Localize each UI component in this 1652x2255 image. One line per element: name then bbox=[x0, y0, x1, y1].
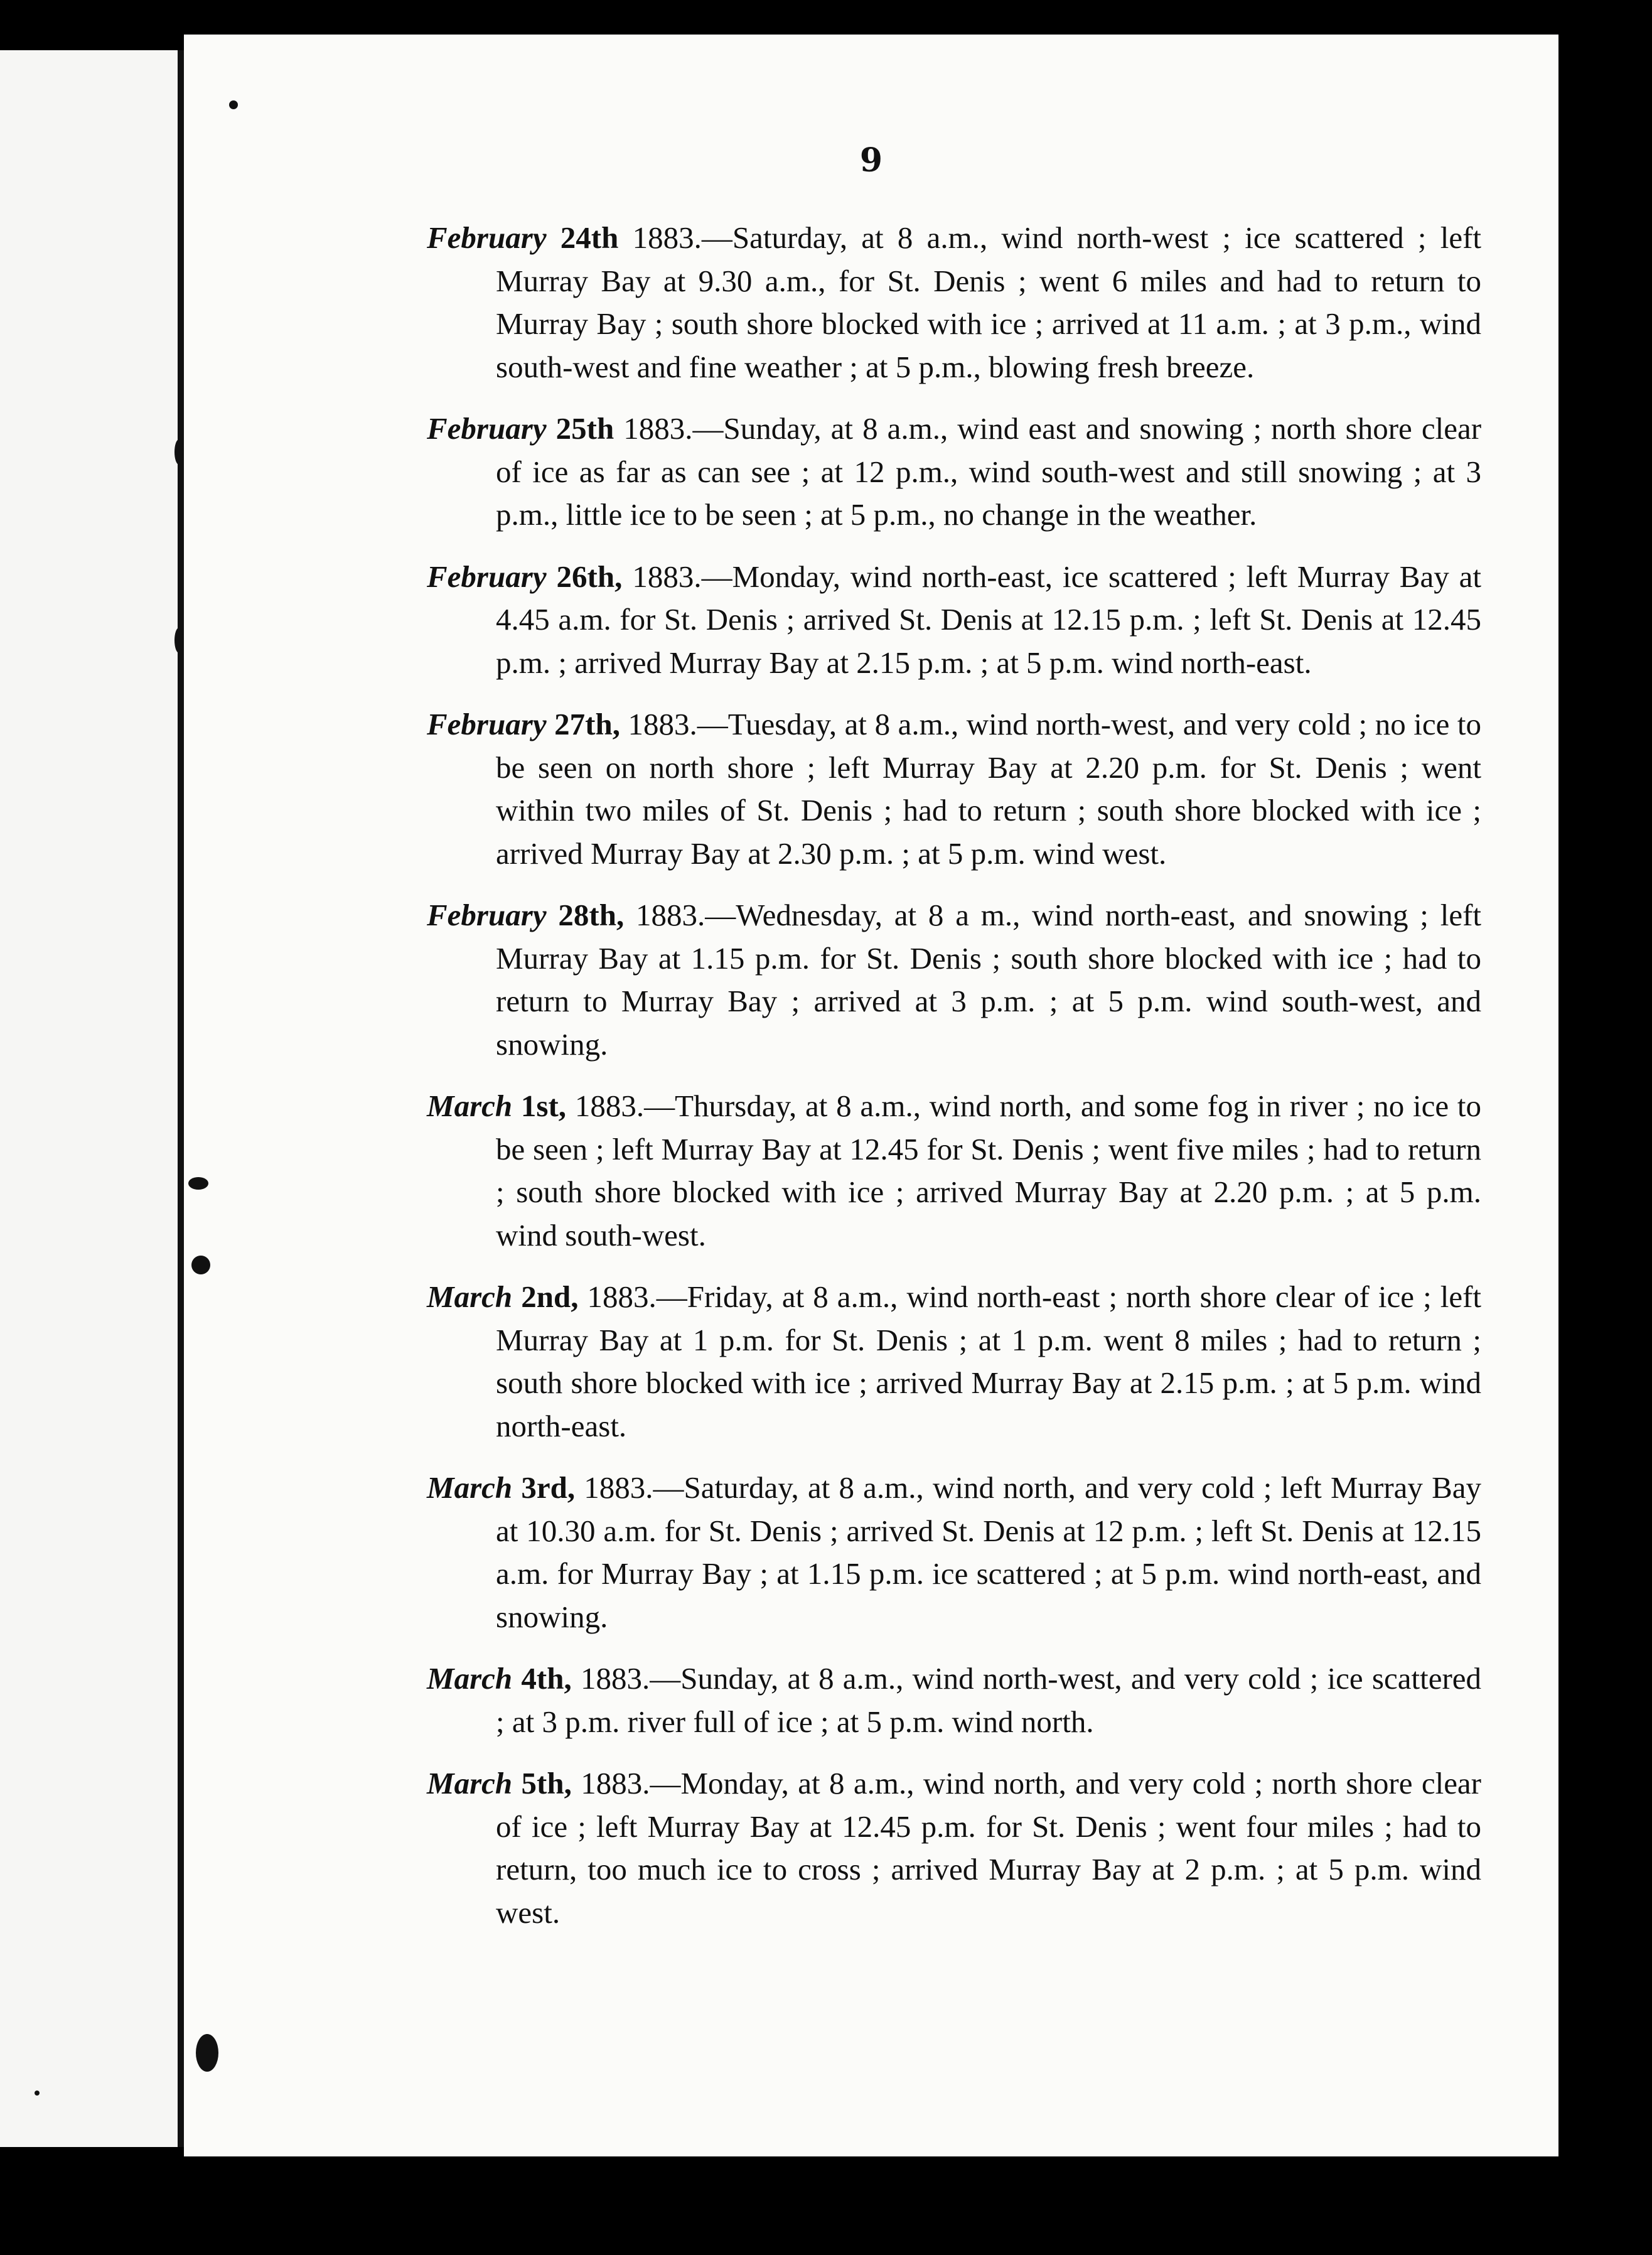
printed-page bbox=[184, 35, 1558, 2156]
entry-month: March bbox=[427, 1089, 513, 1123]
entry-day: 5th, bbox=[521, 1766, 572, 1800]
entry-year: 1883. bbox=[623, 411, 693, 446]
entry-day: 27th, bbox=[554, 707, 620, 741]
entry-year: 1883. bbox=[632, 559, 702, 594]
log-entries bbox=[427, 217, 1481, 1953]
log-entry bbox=[427, 1657, 1481, 1743]
entry-day: 26th, bbox=[556, 559, 623, 594]
entry-year: 1883. bbox=[632, 220, 702, 255]
scan-speck bbox=[196, 2034, 218, 2072]
entry-month: February bbox=[427, 411, 547, 446]
entry-text: —Thursday, at 8 a.m., wind north, and some fog in river ; no ice to be seen ; left Murray Bay at 12.45 for St. Denis ; went five miles ; had to return ; south shore blocked with ice ; arrived Murray Bay at 2.20 p.m. ; at 5 p.m. wind south-west. bbox=[496, 1089, 1481, 1252]
entry-day: 24th bbox=[560, 220, 619, 255]
entry-year: 1883. bbox=[628, 707, 697, 741]
left-facing-page bbox=[0, 50, 178, 2147]
log-entry bbox=[427, 894, 1481, 1066]
entry-text: —Wednesday, at 8 a m., wind north-east, and snowing ; left Murray Bay at 1.15 p.m. for St. Denis ; south shore blocked with ice ; had to return to Murray Bay ; arrived at 3 p.m. ; at 5 p.m. wind south-west, and snowing. bbox=[496, 898, 1482, 1062]
entry-text: —Monday, at 8 a.m., wind north, and very cold ; north shore clear of ice ; left Murray Bay at 12.45 p.m. for St. Denis ; went four miles ; had to return, too much ice to cross ; arrived Murray Bay at 2 p.m. ; at 5 p.m. wind west. bbox=[496, 1766, 1482, 1930]
scan-speck bbox=[174, 439, 183, 465]
entry-text: —Saturday, at 8 a.m., wind north, and very cold ; left Murray Bay at 10.30 a.m. for St. Denis ; arrived St. Denis at 12 p.m. ; left St. Denis at 12.15 a.m. for Murray Bay ; at 1.15 p.m. ice scattered ; at 5 p.m. wind north-east, and snowing. bbox=[496, 1470, 1482, 1634]
entry-day: 3rd, bbox=[521, 1470, 576, 1505]
entry-text: —Sunday, at 8 a.m., wind east and snowing ; north shore clear of ice as far as can see ; at 12 p.m., wind south-west and still snowing ; at 3 p.m., little ice to be seen ; at 5 p.m., no change in the weather. bbox=[496, 411, 1482, 532]
entry-year: 1883. bbox=[574, 1089, 645, 1123]
scan-speck bbox=[188, 1177, 208, 1190]
entry-day: 25th bbox=[555, 411, 614, 446]
log-entry bbox=[427, 407, 1481, 537]
entry-month: March bbox=[427, 1279, 513, 1314]
entry-text: —Friday, at 8 a.m., wind north-east ; north shore clear of ice ; left Murray Bay at 1 p.m. for St. Denis ; at 1 p.m. went 8 miles ; had to return ; south shore blocked with ice ; arrived Murray Bay at 2.15 p.m. ; at 5 p.m. wind north-east. bbox=[496, 1279, 1482, 1443]
entry-year: 1883. bbox=[636, 898, 705, 932]
log-entry bbox=[427, 217, 1481, 389]
book-spine bbox=[178, 50, 184, 2147]
entry-day: 2nd, bbox=[521, 1279, 579, 1314]
entry-day: 28th, bbox=[558, 898, 625, 932]
entry-year: 1883. bbox=[584, 1470, 653, 1505]
entry-month: February bbox=[427, 898, 547, 932]
entry-month: March bbox=[427, 1766, 513, 1800]
entry-month: February bbox=[427, 707, 547, 741]
entry-month: February bbox=[427, 220, 547, 255]
entry-text: —Sunday, at 8 a.m., wind north-west, and very cold ; ice scattered ; at 3 p.m. river full of ice ; at 5 p.m. wind north. bbox=[496, 1661, 1482, 1739]
entry-month: March bbox=[427, 1470, 513, 1505]
scan-speck bbox=[174, 628, 183, 653]
scan-speck bbox=[35, 2091, 40, 2096]
scan-speck bbox=[191, 1256, 210, 1274]
log-entry bbox=[427, 556, 1481, 685]
entry-year: 1883. bbox=[580, 1661, 650, 1696]
log-entry bbox=[427, 1276, 1481, 1448]
entry-year: 1883. bbox=[581, 1766, 650, 1800]
log-entry bbox=[427, 1467, 1481, 1639]
log-entry bbox=[427, 703, 1481, 875]
log-entry bbox=[427, 1762, 1481, 1934]
entry-month: February bbox=[427, 559, 547, 594]
entry-day: 1st, bbox=[520, 1089, 567, 1123]
log-entry bbox=[427, 1085, 1481, 1257]
entry-text: —Tuesday, at 8 a.m., wind north-west, and very cold ; no ice to be seen on north shore ; left Murray Bay at 2.20 p.m. for St. Denis ; went within two miles of St. Denis ; had to return ; south shore blocked with ice ; arrived Murray Bay at 2.30 p.m. ; at 5 p.m. wind west. bbox=[496, 707, 1482, 871]
scan-speck bbox=[229, 100, 238, 109]
page-number: 9 bbox=[859, 141, 883, 180]
entry-month: March bbox=[427, 1661, 513, 1696]
entry-year: 1883. bbox=[587, 1279, 657, 1314]
entry-day: 4th, bbox=[521, 1661, 572, 1696]
entry-text: —Saturday, at 8 a.m., wind north-west ; ice scattered ; left Murray Bay at 9.30 a.m., for St. Denis ; went 6 miles and had to return to Murray Bay ; south shore blocked with ice ; arrived at 11 a.m. ; at 3 p.m., wind south-west and fine weather ; at 5 p.m., blowing fresh breeze. bbox=[496, 220, 1482, 384]
entry-text: —Monday, wind north-east, ice scattered ; left Murray Bay at 4.45 a.m. for St. Denis ; arrived St. Denis at 12.15 p.m. ; left St. Denis at 12.45 p.m. ; arrived Murray Bay at 2.15 p.m. ; at 5 p.m. wind north-east. bbox=[496, 559, 1482, 680]
